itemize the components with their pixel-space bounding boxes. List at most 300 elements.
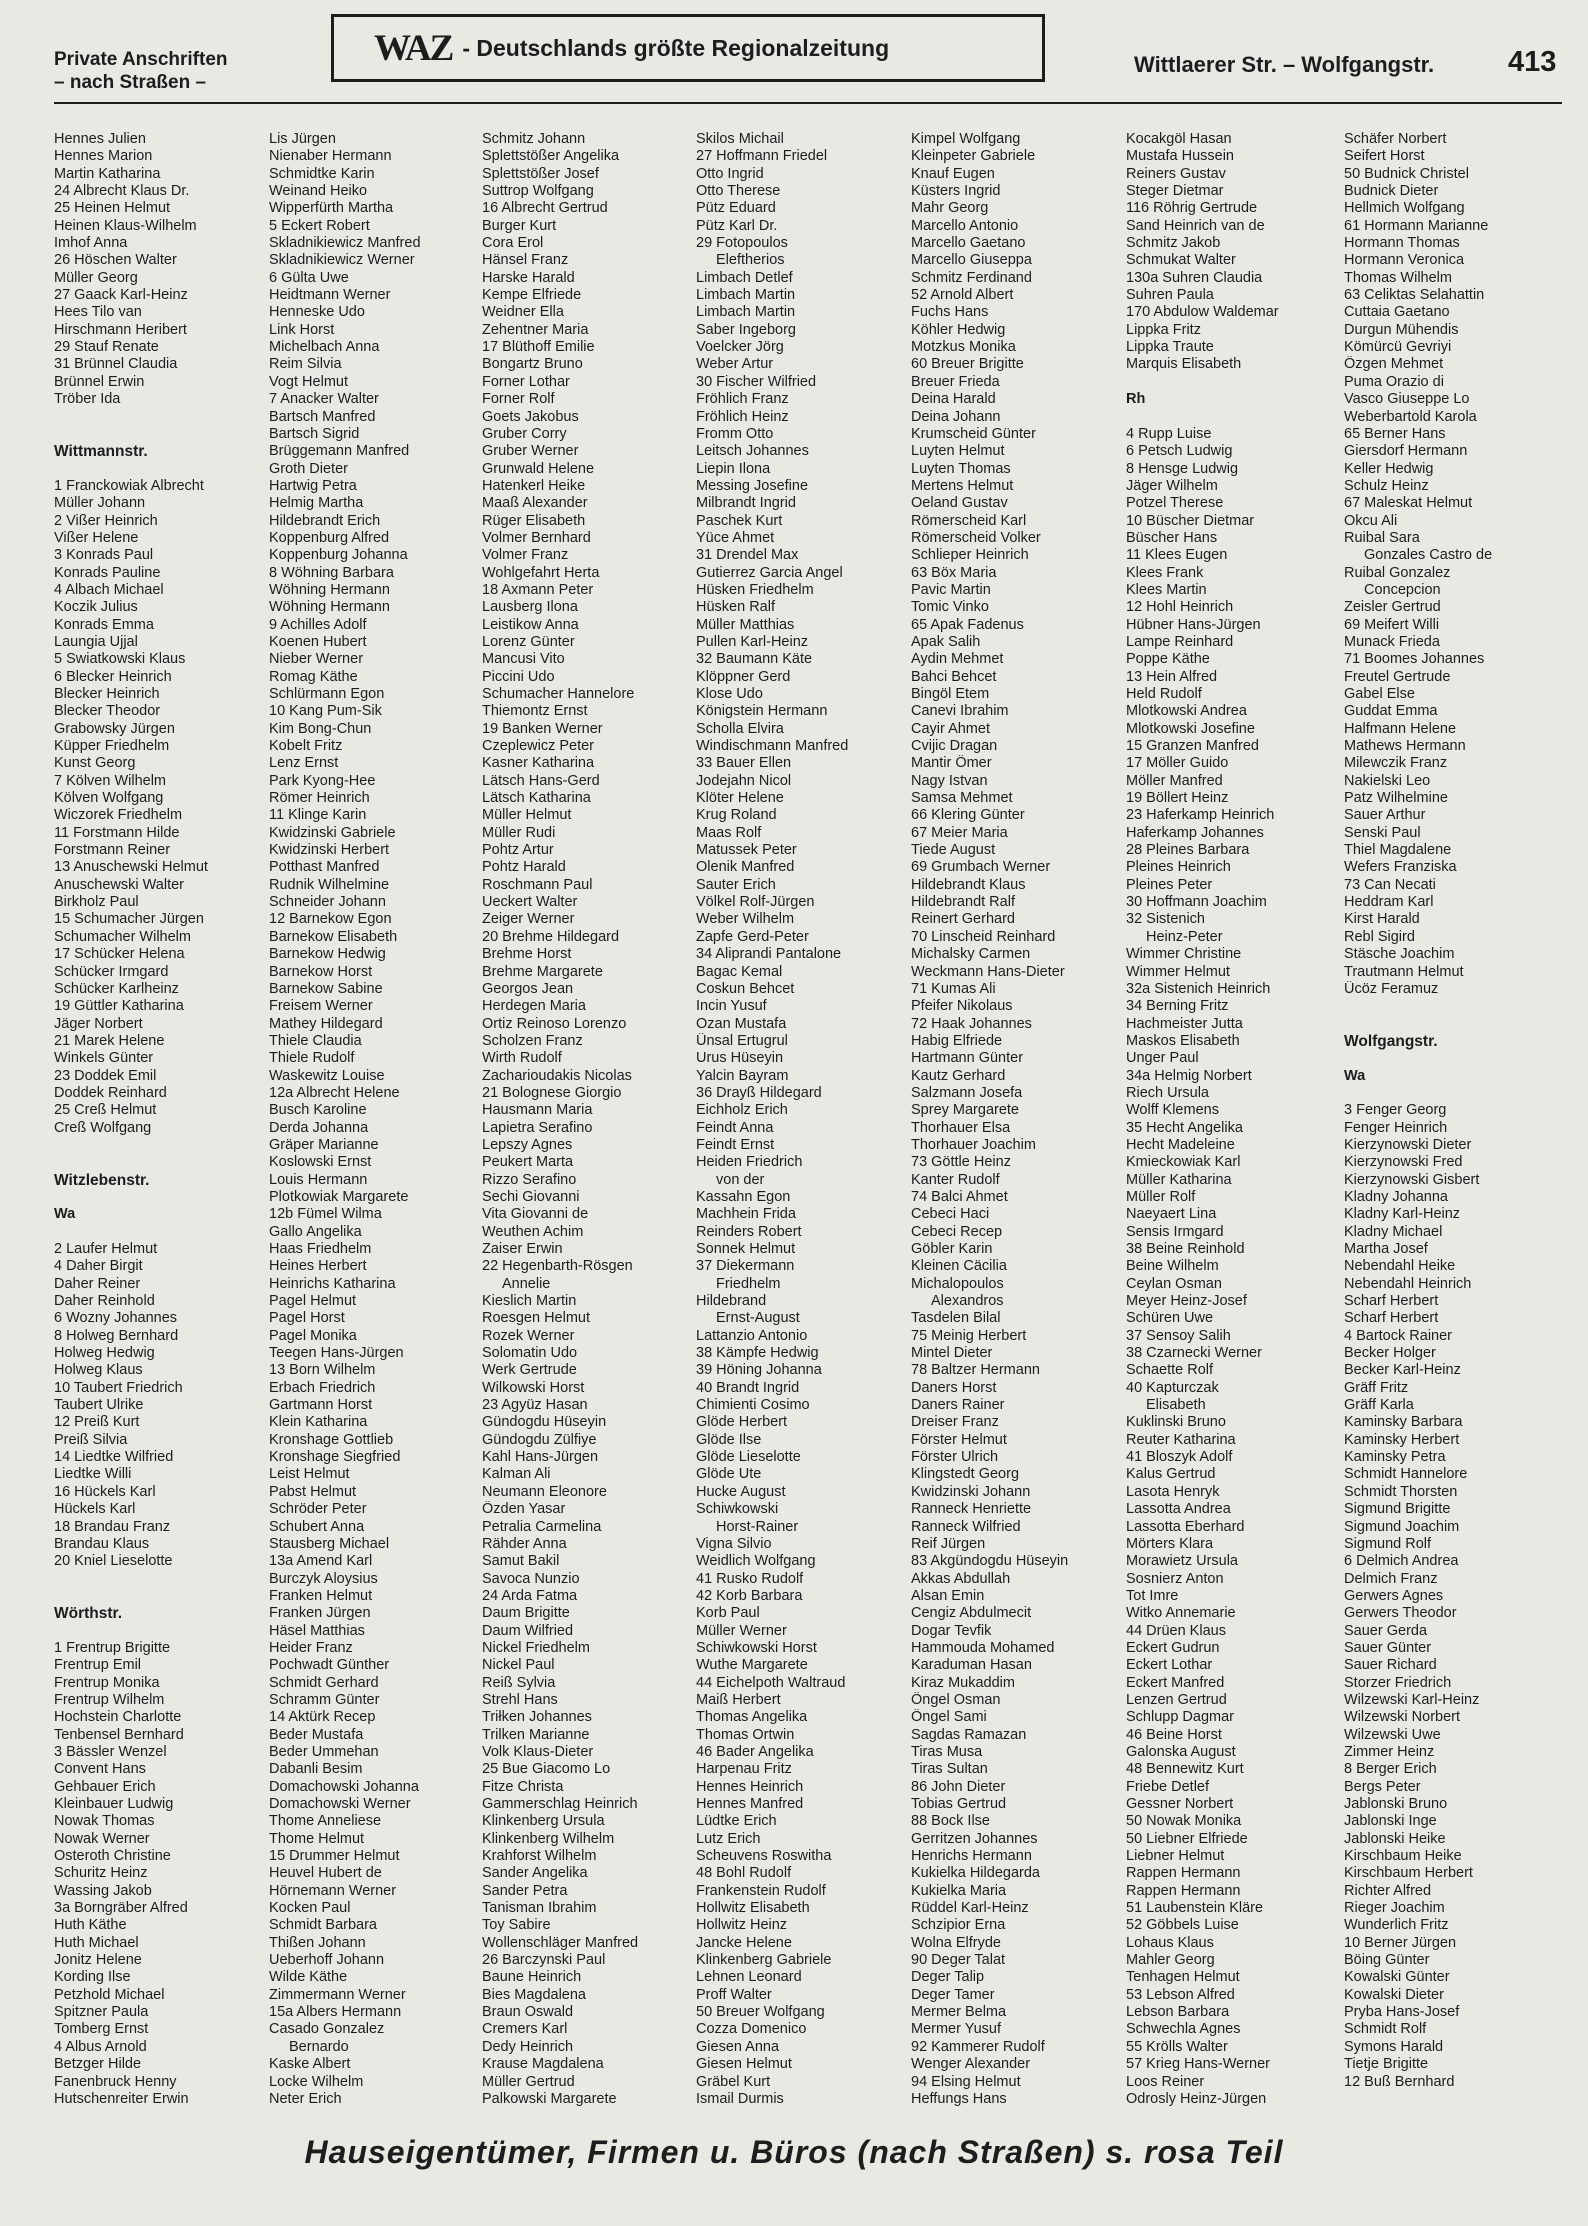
resident-entry: Gallo Angelika [269, 1223, 362, 1240]
resident-entry: Scheuvens Roswitha [696, 1848, 832, 1865]
resident-entry: Freisem Werner [269, 998, 373, 1015]
resident-entry: Thiel Magdalene [1344, 842, 1452, 859]
resident-entry: Toy Sabire [482, 1917, 551, 1934]
resident-entry: Ruibal Gonzalez [1344, 564, 1451, 581]
resident-entry: 67 Maleskat Helmut [1344, 495, 1473, 512]
resident-entry: Petralia Carmelina [482, 1518, 602, 1535]
resident-entry: Oeland Gustav [911, 495, 1008, 512]
resident-entry: 30 Fischer Wilfried [696, 373, 817, 390]
resident-entry: 19 Böllert Heinz [1126, 790, 1229, 807]
newspaper-banner [331, 14, 1045, 82]
resident-entry: Akkas Abdullah [911, 1570, 1011, 1587]
resident-entry: Hüsken Ralf [696, 599, 775, 616]
spacer [1344, 1016, 1554, 1033]
resident-entry: Schlieper Heinrich [911, 547, 1029, 564]
resident-entry: Eckert Lothar [1126, 1657, 1213, 1674]
resident-entry: Zeiger Werner [482, 911, 575, 928]
resident-entry: Koppenburg Johanna [269, 547, 408, 564]
resident-entry: 12 Preiß Kurt [54, 1414, 140, 1431]
resident-entry: 16 Hückels Karl [54, 1483, 156, 1500]
resident-entry: Cayir Ahmet [911, 720, 990, 737]
resident-entry: Gräff Fritz [1344, 1379, 1409, 1396]
resident-entry: Mörters Klara [1126, 1535, 1214, 1552]
resident-entry: 37 Sensoy Salih [1126, 1327, 1231, 1344]
resident-entry: Weidlich Wolfgang [696, 1553, 816, 1570]
resident-entry: Klees Martin [1126, 581, 1207, 598]
resident-entry: Kwidzinski Johann [911, 1483, 1031, 1500]
resident-entry: 4 Rupp Luise [1126, 425, 1212, 442]
resident-entry: Ozan Mustafa [696, 1015, 787, 1032]
resident-entry: Olenik Manfred [696, 859, 795, 876]
resident-entry: Hees Tilo van [54, 304, 142, 321]
resident-entry: 4 Bartock Rainer [1344, 1327, 1452, 1344]
resident-entry: Gräbel Kurt [696, 2073, 771, 2090]
resident-entry: Ueckert Walter [482, 894, 578, 911]
resident-entry: Lohaus Klaus [1126, 1934, 1214, 1951]
resident-entry: 38 Czarnecki Werner [1126, 1345, 1262, 1362]
resident-entry: Hildebrandt Klaus [911, 876, 1026, 893]
resident-entry: Reiß Sylvia [482, 1674, 556, 1691]
resident-entry: Mantir Ömer [911, 755, 992, 772]
name-continuation: Eleftherios [716, 252, 785, 269]
resident-entry: 21 Marek Helene [54, 1032, 165, 1049]
resident-entry: Reif Jürgen [911, 1535, 986, 1552]
resident-entry: 25 Creß Helmut [54, 1102, 157, 1119]
resident-entry: Kording Ilse [54, 1969, 131, 1986]
resident-entry: Sosnierz Anton [1126, 1570, 1224, 1587]
resident-entry: 29 Stauf Renate [54, 339, 159, 356]
resident-entry: 10 Kang Pum-Sik [269, 703, 382, 720]
resident-entry: Reim Silvia [269, 356, 342, 373]
resident-entry: Kahl Hans-Jürgen [482, 1449, 599, 1466]
resident-entry: Wilzewski Norbert [1344, 1709, 1461, 1726]
resident-entry: Heiden Friedrich [696, 1154, 803, 1171]
resident-entry: Fröhlich Heinz [696, 408, 789, 425]
resident-entry: Held Rudolf [1126, 686, 1202, 702]
resident-entry: Fröhlich Franz [696, 391, 789, 408]
resident-entry: Hennes Julien [54, 131, 146, 147]
resident-entry: 63 Celiktas Selahattin [1344, 287, 1485, 304]
resident-entry: Köhler Hedwig [911, 321, 1006, 338]
resident-entry: Hildebrandt Ralf [911, 894, 1015, 911]
resident-entry: Mathews Hermann [1344, 738, 1466, 755]
resident-entry: Haferkamp Johannes [1126, 824, 1264, 841]
resident-entry: Suhren Paula [1126, 287, 1214, 304]
resident-entry: Giesen Anna [696, 2038, 780, 2055]
resident-entry: Scharf Herbert [1344, 1310, 1439, 1327]
resident-entry: Kwidzinski Gabriele [269, 824, 396, 841]
resident-entry: Frankenstein Rudolf [696, 1882, 826, 1899]
resident-entry: 11 Klees Eugen [1126, 547, 1228, 564]
resident-entry: Cebeci Recep [911, 1223, 1003, 1240]
resident-entry: Mertens Helmut [911, 477, 1014, 494]
spacer [54, 1154, 264, 1171]
resident-entry: Kowalski Günter [1344, 1969, 1450, 1986]
resident-entry: Koslowski Ernst [269, 1154, 372, 1171]
resident-entry: Müller Katharina [1126, 1171, 1232, 1188]
resident-entry: Mancusi Vito [482, 651, 565, 668]
resident-entry: Wassing Jakob [54, 1882, 152, 1899]
resident-entry: Schücker Irmgard [54, 963, 169, 980]
resident-entry: Zaiser Erwin [482, 1241, 563, 1257]
resident-entry: Messing Josefine [696, 477, 809, 494]
resident-entry: Schmitz Ferdinand [911, 269, 1032, 286]
resident-entry: Rappen Hermann [1126, 1865, 1241, 1882]
resident-entry: Jablonski Inge [1344, 1813, 1437, 1830]
resident-entry: Becker Holger [1344, 1345, 1436, 1362]
resident-entry: Brünnel Erwin [54, 373, 145, 390]
resident-entry: Müller Gertrud [482, 2073, 575, 2090]
resident-entry: Derda Johanna [269, 1119, 369, 1136]
name-continuation: Bernardo [289, 2038, 349, 2055]
resident-entry: Gruber Corry [482, 425, 567, 442]
resident-entry: 48 Bennewitz Kurt [1126, 1761, 1244, 1778]
resident-entry: Huth Michael [54, 1934, 139, 1951]
resident-entry: Skladnikiewicz Werner [269, 252, 415, 269]
resident-entry: 3 Bässler Wenzel [54, 1743, 167, 1760]
resident-entry: Thißen Johann [269, 1934, 366, 1951]
spacer [54, 461, 264, 478]
resident-entry: Wipperfürth Martha [269, 200, 394, 217]
resident-entry: Hochstein Charlotte [54, 1709, 182, 1726]
name-continuation: Friedhelm [716, 1275, 781, 1292]
resident-entry: 50 Breuer Wolfgang [696, 2004, 825, 2021]
resident-entry: Öngel Osman [911, 1691, 1001, 1708]
spacer [54, 1571, 264, 1588]
resident-entry: Schäfer Norbert [1344, 131, 1447, 147]
resident-entry: Leist Helmut [269, 1466, 350, 1483]
resident-entry: Ortiz Reinoso Lorenzo [482, 1015, 627, 1032]
resident-entry: Kocakgöl Hasan [1126, 131, 1232, 147]
resident-entry: Spitzner Paula [54, 2004, 149, 2021]
resident-entry: Salzmann Josefa [911, 1084, 1023, 1101]
resident-entry: Hückels Karl [54, 1501, 136, 1518]
resident-entry: Jancke Helene [696, 1934, 792, 1951]
resident-entry: Teegen Hans-Jürgen [269, 1345, 404, 1362]
resident-entry: 94 Elsing Helmut [911, 2073, 1021, 2090]
resident-entry: 61 Hormann Marianne [1344, 217, 1489, 234]
resident-entry: Thiele Claudia [269, 1032, 362, 1049]
resident-entry: Lorenz Günter [482, 633, 575, 650]
spacer [54, 1224, 264, 1241]
resident-entry: Leitsch Johannes [696, 443, 809, 460]
resident-entry: Michalsky Carmen [911, 946, 1031, 963]
resident-entry: Milewczik Franz [1344, 755, 1448, 772]
resident-entry: Winkels Günter [54, 1050, 154, 1067]
resident-entry: 31 Drendel Max [696, 547, 799, 564]
resident-entry: Giersdorf Hermann [1344, 443, 1468, 460]
resident-entry: Sigmund Brigitte [1344, 1501, 1451, 1518]
resident-entry: 1 Frentrup Brigitte [54, 1639, 171, 1656]
resident-entry: Sauer Gerda [1344, 1622, 1428, 1639]
resident-entry: Hecht Madeleine [1126, 1136, 1235, 1153]
resident-entry: Tomic Vinko [911, 599, 989, 616]
column-3 [482, 131, 692, 2108]
resident-entry: 65 Apak Fadenus [911, 616, 1024, 633]
resident-entry: 41 Rusko Rudolf [696, 1570, 804, 1587]
resident-entry: 10 Berner Jürgen [1344, 1934, 1457, 1951]
resident-entry: Ueberhoff Johann [269, 1952, 385, 1969]
resident-entry: 9 Achilles Adolf [269, 616, 367, 633]
resident-entry: Sauer Arthur [1344, 807, 1426, 824]
resident-entry: Pleines Peter [1126, 876, 1213, 893]
resident-entry: Pohtz Harald [482, 859, 566, 876]
resident-entry: Ücöz Feramuz [1344, 980, 1439, 997]
resident-entry: Leistikow Anna [482, 616, 579, 633]
resident-entry: Schwechla Agnes [1126, 2021, 1241, 2038]
resident-entry: Milbrandt Ingrid [696, 495, 796, 512]
resident-entry: Roschmann Paul [482, 876, 593, 893]
resident-entry: Halfmann Helene [1344, 720, 1457, 737]
resident-entry: Thomas Ortwin [696, 1726, 795, 1743]
resident-entry: Kalman Ali [482, 1466, 551, 1483]
resident-entry: Lapietra Serafino [482, 1119, 593, 1136]
resident-entry: Dreiser Franz [911, 1414, 999, 1431]
name-continuation: Heinz-Peter [1146, 928, 1223, 945]
resident-entry: 14 Aktürk Recep [269, 1709, 376, 1726]
name-continuation: Annelie [502, 1275, 551, 1292]
resident-entry: Jäger Norbert [54, 1015, 143, 1032]
resident-entry: Groth Dieter [269, 460, 348, 477]
street-heading: Wittmannstr. [54, 443, 148, 461]
district-code: Wa [1344, 1067, 1366, 1084]
resident-entry: Rieger Joachim [1344, 1900, 1445, 1917]
resident-entry: Rebl Sigird [1344, 928, 1415, 945]
resident-entry: Tobias Gertrud [911, 1796, 1007, 1812]
resident-entry: 13 Born Wilhelm [269, 1362, 376, 1379]
resident-entry: Franken Jürgen [269, 1605, 371, 1622]
resident-entry: Kim Bong-Chun [269, 720, 372, 737]
resident-entry: Preiß Silvia [54, 1431, 128, 1448]
resident-entry: Limbach Martin [696, 287, 796, 304]
resident-entry: Friebe Detlef [1126, 1778, 1210, 1795]
resident-entry: Möller Manfred [1126, 772, 1223, 789]
resident-entry: 12 Hohl Heinrich [1126, 599, 1234, 616]
resident-entry: Mustafa Hussein [1126, 148, 1234, 165]
resident-entry: Fanenbruck Henny [54, 2073, 177, 2090]
resident-entry: Glöde Ute [696, 1466, 762, 1483]
resident-entry: 71 Kumas Ali [911, 980, 996, 997]
resident-entry: Büscher Hans [1126, 529, 1218, 546]
resident-entry: 8 Berger Erich [1344, 1761, 1437, 1778]
resident-entry: Knauf Eugen [911, 165, 995, 182]
resident-entry: Kautz Gerhard [911, 1067, 1006, 1084]
resident-entry: Cozza Domenico [696, 2021, 807, 2038]
resident-entry: Müller Johann [54, 495, 146, 512]
resident-entry: Liebner Helmut [1126, 1848, 1225, 1865]
district-code: Wa [54, 1206, 76, 1223]
resident-entry: Blecker Heinrich [54, 686, 160, 702]
resident-entry: Convent Hans [54, 1761, 146, 1778]
spacer [54, 1137, 264, 1154]
resident-entry: Krause Magdalena [482, 2056, 604, 2073]
resident-entry: Wenger Alexander [911, 2056, 1031, 2073]
resident-entry: Tasdelen Bilal [911, 1310, 1001, 1327]
resident-entry: Kowalski Dieter [1344, 1986, 1444, 2003]
resident-entry: Gessner Norbert [1126, 1796, 1234, 1812]
resident-entry: Erbach Friedrich [269, 1379, 376, 1396]
resident-entry: Naeyaert Lina [1126, 1206, 1217, 1223]
resident-entry: Daum Wilfried [482, 1622, 574, 1639]
resident-entry: Giesen Helmut [696, 2056, 792, 2073]
resident-entry: Göbler Karin [911, 1241, 993, 1257]
resident-entry: Krahforst Wilhelm [482, 1848, 597, 1865]
resident-entry: Daher Reinhold [54, 1293, 155, 1310]
resident-entry: Klöter Helene [696, 790, 784, 807]
resident-entry: Reinders Robert [696, 1223, 802, 1240]
resident-entry: Storzer Friedrich [1344, 1674, 1452, 1691]
resident-entry: Rudnik Wilhelmine [269, 876, 390, 893]
resident-entry: Nowak Werner [54, 1830, 150, 1847]
resident-entry: Sprey Margarete [911, 1102, 1019, 1119]
resident-entry: Maiß Herbert [696, 1691, 781, 1708]
resident-entry: Klein Katharina [269, 1414, 368, 1431]
spacer [54, 409, 264, 426]
resident-entry: Proff Walter [696, 1986, 772, 2003]
resident-entry: Henrichs Hermann [911, 1848, 1032, 1865]
waz-logo: WAZ [374, 27, 453, 69]
resident-entry: Gammerschlag Heinrich [482, 1796, 638, 1812]
name-continuation: Concepcion [1364, 581, 1441, 598]
resident-entry: 3a Borngräber Alfred [54, 1900, 188, 1917]
resident-entry: Klingstedt Georg [911, 1466, 1020, 1483]
resident-entry: Tot Imre [1126, 1587, 1179, 1604]
resident-entry: Cengiz Abdulmecit [911, 1605, 1032, 1622]
resident-entry: Kassahn Egon [696, 1188, 791, 1205]
resident-entry: Strehl Hans [482, 1691, 558, 1708]
resident-entry: Schmidt Hannelore [1344, 1466, 1468, 1483]
resident-entry: Wilkowski Horst [482, 1379, 585, 1396]
resident-entry: Schmidt Thorsten [1344, 1483, 1458, 1500]
resident-entry: Krug Roland [696, 807, 777, 824]
resident-entry: Wunderlich Fritz [1344, 1917, 1449, 1934]
resident-entry: 25 Bue Giacomo Lo [482, 1761, 611, 1778]
resident-entry: 75 Meinig Herbert [911, 1327, 1027, 1344]
resident-entry: Kirschbaum Herbert [1344, 1865, 1473, 1882]
resident-entry: 92 Kammerer Rudolf [911, 2038, 1045, 2055]
resident-entry: Müller Werner [696, 1622, 787, 1639]
resident-entry: 14 Liedtke Wilfried [54, 1449, 174, 1466]
resident-entry: Busch Karoline [269, 1102, 367, 1119]
resident-entry: Nickel Paul [482, 1657, 555, 1674]
resident-entry: Riech Ursula [1126, 1084, 1209, 1101]
resident-entry: Lis Jürgen [269, 131, 336, 147]
resident-entry: 50 Nowak Monika [1126, 1813, 1242, 1830]
resident-entry: Beder Ummehan [269, 1743, 379, 1760]
resident-entry: Kanter Rudolf [911, 1171, 1000, 1188]
resident-entry: Plotkowiak Margarete [269, 1188, 409, 1205]
section-label [54, 48, 228, 94]
resident-entry: 6 Delmich Andrea [1344, 1553, 1459, 1570]
resident-entry: Cora Erol [482, 235, 544, 252]
resident-entry: Zehentner Maria [482, 321, 589, 338]
resident-entry: Hirschmann Heribert [54, 321, 187, 338]
name-continuation: Gonzales Castro de [1364, 547, 1493, 564]
resident-entry: Feindt Anna [696, 1119, 774, 1136]
resident-entry: Rüddel Karl-Heinz [911, 1900, 1029, 1917]
banner-tagline: - Deutschlands größte Regionalzeitung [462, 34, 890, 61]
resident-entry: Kladny Johanna [1344, 1188, 1448, 1205]
resident-entry: Frentrup Wilhelm [54, 1691, 165, 1708]
resident-entry: Vogt Helmut [269, 373, 348, 390]
resident-entry: Krumscheid Günter [911, 425, 1036, 442]
resident-entry: 130a Suhren Claudia [1126, 269, 1263, 286]
district-code: Rh [1126, 391, 1146, 408]
resident-entry: Taubert Ulrike [54, 1397, 144, 1414]
resident-entry: 50 Budnick Christel [1344, 165, 1469, 182]
resident-entry: 78 Baltzer Hermann [911, 1362, 1040, 1379]
resident-entry: Machhein Frida [696, 1206, 796, 1223]
resident-entry: Braun Oswald [482, 2004, 574, 2021]
resident-entry: 35 Hecht Angelika [1126, 1119, 1243, 1136]
resident-entry: Mermer Belma [911, 2004, 1007, 2021]
resident-entry: Eichholz Erich [696, 1102, 788, 1119]
resident-entry: 27 Hoffmann Friedel [696, 148, 828, 165]
resident-entry: 19 Banken Werner [482, 720, 603, 737]
resident-entry: Breuer Frieda [911, 373, 1000, 390]
resident-entry: Habig Elfriede [911, 1032, 1003, 1049]
section-label-line2: – nach Straßen – [54, 72, 207, 93]
resident-entry: Schmidt Gerhard [269, 1674, 379, 1691]
resident-entry: Klöppner Gerd [696, 668, 791, 685]
resident-entry: Patz Wilhelmine [1344, 790, 1448, 807]
resident-entry: Gartmann Horst [269, 1397, 373, 1414]
resident-entry: Schneider Johann [269, 894, 386, 911]
resident-entry: Schüren Uwe [1126, 1310, 1214, 1327]
resident-entry: Canevi Ibrahim [911, 703, 1009, 720]
resident-entry: 73 Göttle Heinz [911, 1154, 1011, 1171]
resident-entry: Schmidt Rolf [1344, 2021, 1427, 2038]
resident-entry: Nickel Friedhelm [482, 1639, 590, 1656]
resident-entry: Czeplewicz Peter [482, 738, 595, 755]
resident-entry: 17 Möller Guido [1126, 755, 1229, 772]
resident-entry: Tietje Brigitte [1344, 2056, 1429, 2073]
resident-entry: Galonska August [1126, 1743, 1236, 1760]
resident-entry: Poppe Käthe [1126, 651, 1210, 668]
resident-entry: Incin Yusuf [696, 998, 767, 1015]
street-heading: Witzlebenstr. [54, 1171, 150, 1189]
resident-entry: Sander Angelika [482, 1865, 588, 1882]
resident-entry: Lätsch Katharina [482, 790, 591, 807]
spacer [54, 1588, 264, 1605]
street-range: Wittlaerer Str. – Wolfgangstr. [1134, 52, 1435, 77]
column-1 [54, 131, 264, 2108]
resident-entry: Tenbensel Bernhard [54, 1726, 184, 1743]
resident-entry: Schramm Günter [269, 1691, 380, 1708]
resident-entry: Kleinbauer Ludwig [54, 1796, 174, 1812]
resident-entry: Weberbartold Karola [1344, 408, 1477, 425]
resident-entry: Luyten Helmut [911, 443, 1005, 460]
resident-entry: Hübner Hans-Jürgen [1126, 616, 1261, 633]
street-heading: Wörthstr. [54, 1605, 123, 1623]
resident-entry: Lüdtke Erich [696, 1813, 777, 1830]
resident-entry: Hormann Thomas [1344, 235, 1460, 252]
resident-entry: Schzipior Erna [911, 1917, 1006, 1934]
resident-entry: Grabowsky Jürgen [54, 720, 175, 737]
resident-entry: Sigmund Rolf [1344, 1535, 1432, 1552]
resident-entry: Domachowski Werner [269, 1796, 411, 1812]
resident-entry: Pütz Karl Dr. [696, 217, 778, 234]
resident-entry: Michalopoulos [911, 1275, 1004, 1292]
resident-entry: Barnekow Horst [269, 963, 373, 980]
resident-entry: Durgun Mühendis [1344, 321, 1459, 338]
street-heading: Wolfgangstr. [1344, 1032, 1438, 1050]
resident-entry: Lenzen Gertrud [1126, 1691, 1227, 1708]
resident-entry: Gutierrez Garcia Angel [696, 564, 843, 581]
resident-entry: Tomberg Ernst [54, 2021, 149, 2038]
name-continuation: von der [716, 1171, 765, 1188]
resident-entry: Daners Horst [911, 1379, 997, 1396]
